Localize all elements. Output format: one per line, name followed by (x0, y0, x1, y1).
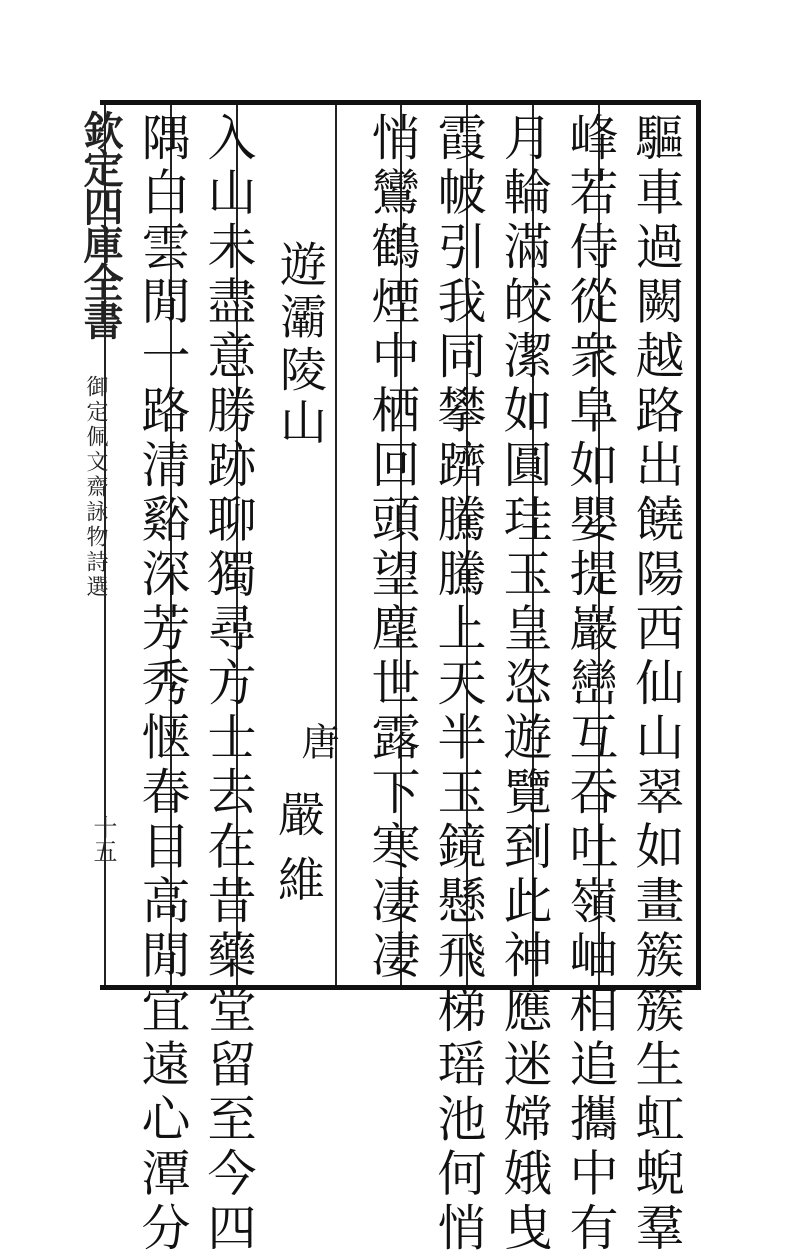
page-number: 十五 (89, 815, 117, 863)
poem-author: 嚴維 (270, 790, 325, 920)
text-line: 霞帔引我同攀躋騰騰上天半玉鏡懸飛梯瑶池何悄 (430, 112, 487, 1257)
text-line: 入山未盡意勝跡聊獨尋方士去在昔藥堂留至今四 (200, 112, 257, 1257)
column-rule (104, 105, 106, 985)
book-title: 御定佩文齋詠物詩選 (83, 375, 108, 600)
poem-title: 遊灞陵山 (272, 240, 327, 450)
text-line: 月輪滿皎潔如圓珪玉皇恣遊覽到此神應迷嫦娥曳 (496, 112, 553, 1257)
text-line: 隅白雲閒一路清谿深芳秀惬春目高閒宜遠心潭分 (134, 112, 191, 1257)
column-rule (335, 105, 337, 985)
collection-title: 欽定四庫全書 (77, 110, 124, 338)
text-line: 悄鸞鶴煙中栖回頭望塵世露下寒凄凄 (364, 112, 421, 984)
text-line: 峰若侍從衆阜如嬰提巖巒互吞吐嶺岫相追攜中有 (562, 112, 619, 1257)
poem-dynasty: 唐 (295, 722, 339, 760)
text-line: 驅車過闕越路出饒陽西仙山翠如畫簇簇生虹蜺羣 (628, 112, 685, 1257)
